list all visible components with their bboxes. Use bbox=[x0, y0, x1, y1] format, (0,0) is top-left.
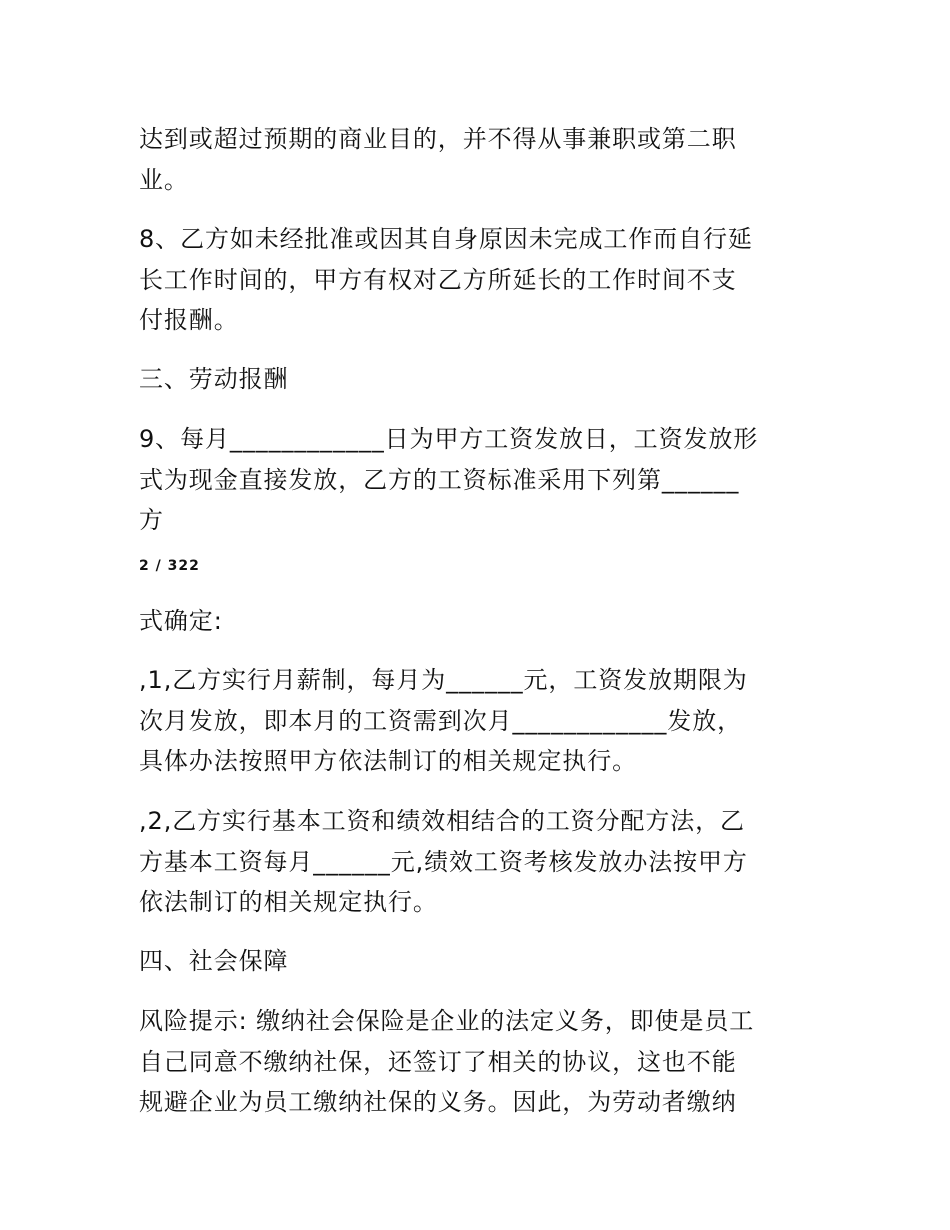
text-line: 方 bbox=[139, 506, 164, 534]
section-heading: 三、劳动报酬 bbox=[139, 365, 289, 393]
text-line: 依法制订的相关规定执行。 bbox=[139, 888, 438, 916]
text-line: 次月发放，即本月的工资需到次月____________发放， bbox=[139, 707, 742, 735]
text-line: 业。 bbox=[139, 166, 189, 194]
text-line: 具体办法按照甲方依法制订的相关规定执行。 bbox=[139, 747, 637, 775]
text-line: 方基本工资每月______元,绩效工资考核发放办法按甲方 bbox=[139, 848, 748, 876]
text-line: ,2,乙方实行基本工资和绩效相结合的工资分配方法，乙 bbox=[139, 807, 745, 835]
text-line: ,1,乙方实行月薪制，每月为______元，工资发放期限为 bbox=[139, 666, 748, 694]
text-line: 达到或超过预期的商业目的，并不得从事兼职或第二职 bbox=[139, 125, 737, 153]
text-line: 风险提示: 缴纳社会保险是企业的法定义务，即使是员工 bbox=[139, 1007, 755, 1035]
text-line: 规避企业为员工缴纳社保的义务。因此，为劳动者缴纳 bbox=[139, 1088, 737, 1116]
text-line: 式为现金直接发放，乙方的工资标准采用下列第______ bbox=[139, 466, 740, 494]
text-line: 自己同意不缴纳社保，还签订了相关的协议，这也不能 bbox=[139, 1048, 737, 1076]
text-line: 长工作时间的，甲方有权对乙方所延长的工作时间不支 bbox=[139, 266, 737, 294]
section-heading: 四、社会保障 bbox=[139, 947, 289, 975]
text-line: 付报酬。 bbox=[139, 306, 239, 334]
page-number: 2 / 322 bbox=[139, 558, 200, 574]
text-line: 9、每月____________日为甲方工资发放日，工资发放形 bbox=[139, 425, 759, 453]
text-line: 8、乙方如未经批准或因其自身原因未完成工作而自行延 bbox=[139, 225, 753, 253]
text-line: 式确定: bbox=[139, 607, 223, 635]
